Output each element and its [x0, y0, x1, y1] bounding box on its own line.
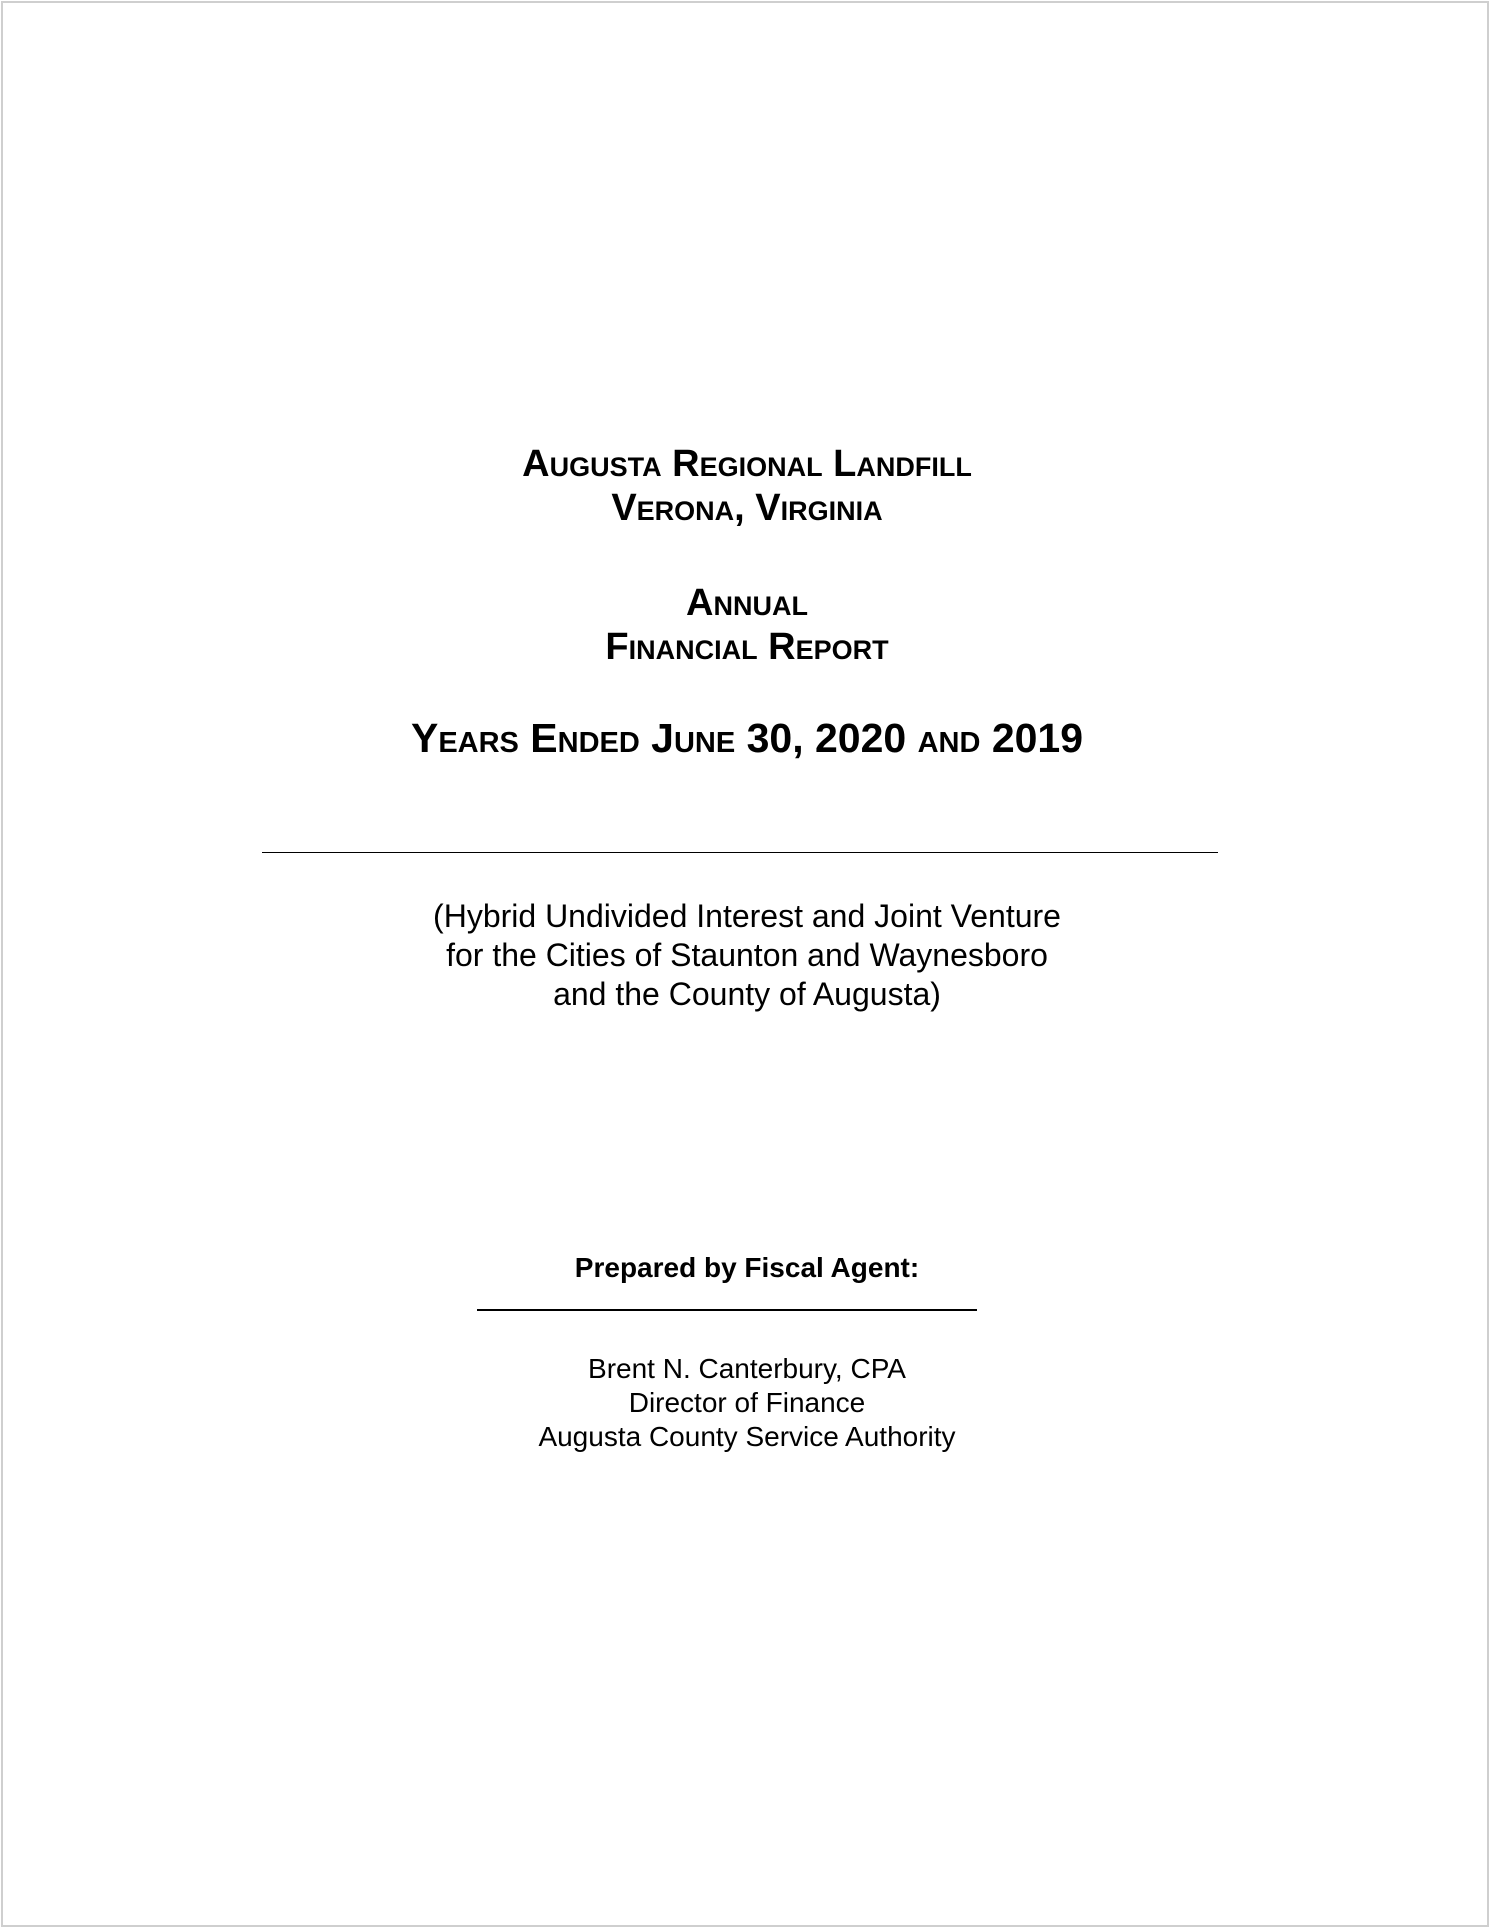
organization-name: Augusta Regional Landfill: [522, 443, 972, 485]
entity-description-line-1: (Hybrid Undivided Interest and Joint Venture: [433, 898, 1061, 934]
report-title-line-1: Annual: [686, 582, 808, 624]
report-title-line-2: Financial Report: [605, 626, 889, 668]
preparer-divider: [477, 1309, 977, 1311]
report-title: [0, 581, 1494, 669]
entity-description: [0, 897, 1494, 1014]
preparer-heading: Prepared by Fiscal Agent:: [574, 1252, 920, 1283]
preparer-name: Brent N. Canterbury, CPA: [588, 1353, 906, 1384]
preparer-title: Director of Finance: [628, 1387, 866, 1418]
entity-description-line-3: and the County of Augusta): [553, 976, 941, 1012]
title-divider: [262, 852, 1218, 853]
report-period-text: Years Ended June 30, 2020 and 2019: [410, 715, 1084, 761]
entity-description-line-2: for the Cities of Staunton and Waynesboro: [446, 937, 1048, 973]
preparer-organization: Augusta County Service Authority: [538, 1421, 956, 1452]
organization-heading: [0, 442, 1494, 530]
preparer-details: [0, 1352, 1494, 1454]
report-period: [0, 714, 1494, 762]
organization-location: Verona, Virginia: [611, 487, 883, 529]
